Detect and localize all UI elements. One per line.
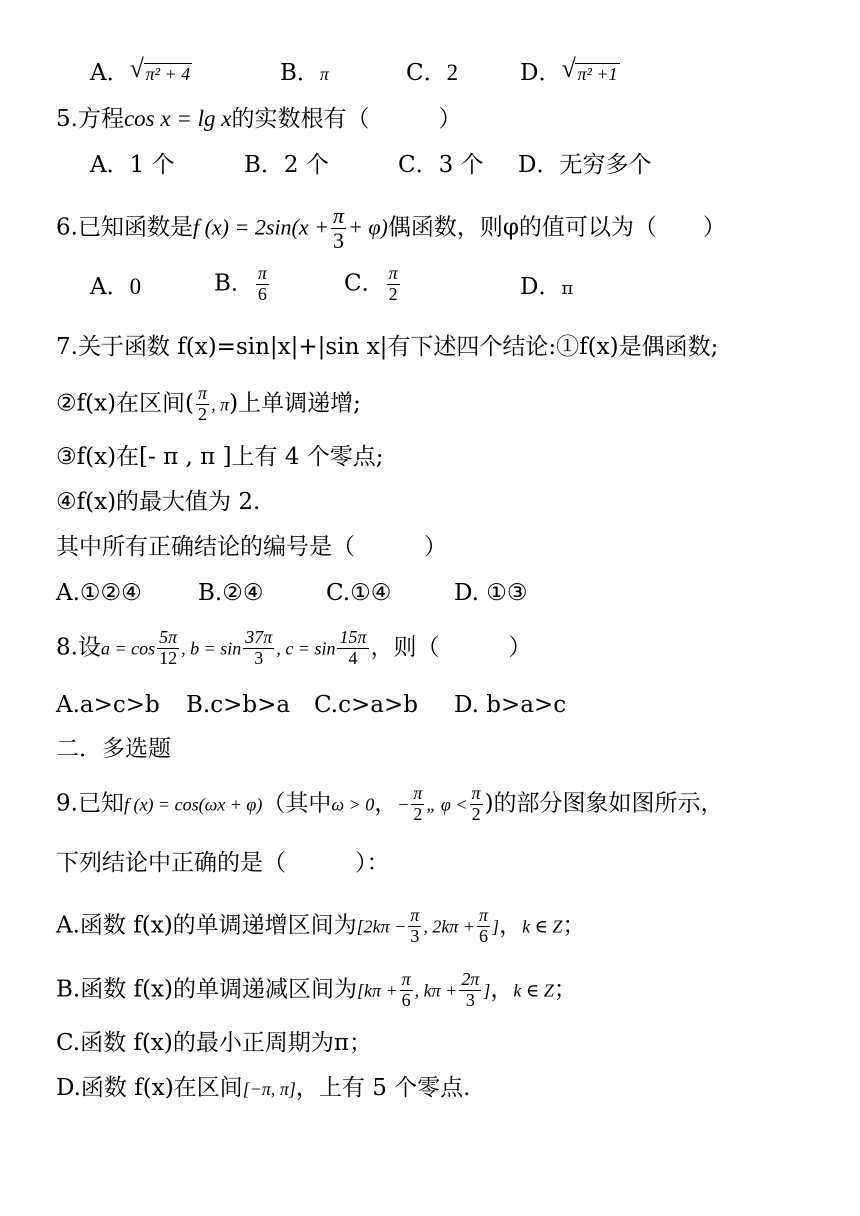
fraction-denominator: 2 — [388, 283, 398, 304]
fraction-denominator: 6 — [257, 283, 267, 304]
q5-option-d: D．无穷多个 — [518, 152, 652, 178]
fraction — [411, 784, 424, 825]
option-text: A.函数 f(x)的单调递增区间为 — [56, 912, 357, 939]
fraction-numerator: 37π — [245, 627, 273, 647]
fraction-numerator: π — [479, 905, 489, 925]
q9-option-a — [56, 906, 585, 947]
fraction — [459, 970, 481, 1011]
option-text: B.函数 f(x)的单调递减区间为 — [56, 976, 357, 1003]
fraction-numerator: π — [198, 383, 208, 403]
fraction — [470, 784, 483, 825]
q7-option-a: A.①②④ — [56, 580, 142, 606]
fraction-denominator: 2 — [471, 803, 481, 824]
q8-b-def: , b = sin — [181, 638, 242, 659]
option-value: 0 — [129, 274, 142, 299]
fraction-denominator: 12 — [159, 647, 178, 668]
fraction — [400, 970, 413, 1011]
section-heading: 二．多选题 — [56, 736, 171, 762]
math-expr: [kπ + — [356, 980, 398, 1001]
q6-option-d — [520, 272, 573, 304]
q9-stem — [56, 784, 724, 825]
fraction-numerator: π — [401, 969, 411, 989]
option-comma: ， — [499, 912, 523, 939]
option-text: D.函数 f(x)在区间 — [56, 1075, 243, 1101]
option-label: C． — [406, 60, 447, 86]
q9-suffix: )的部分图象如图所示， — [484, 790, 724, 817]
fraction-numerator: π — [257, 263, 267, 283]
q6-function-right: + φ) — [347, 214, 388, 240]
option-label: A． — [90, 60, 130, 86]
q7-option-c: C.①④ — [326, 580, 392, 606]
fraction-numerator: 5π — [159, 627, 178, 647]
q8-stem — [56, 628, 532, 669]
q9-omega-condition: ω > 0 — [331, 794, 375, 815]
q8-suffix: ，则（ ） — [370, 634, 532, 661]
q9-line-2: 下列结论中正确的是（ ）： — [56, 850, 390, 876]
math-expr: , 2kπ + — [423, 916, 476, 937]
fraction-denominator: 2 — [413, 803, 423, 824]
fraction-numerator: π — [413, 783, 423, 803]
option-end: ； — [562, 912, 586, 939]
option-label: D． — [520, 274, 562, 300]
math-expr: ] — [492, 916, 500, 937]
q8-a-def: a = cos — [100, 638, 156, 659]
q9-prefix: 9.已知 — [56, 790, 124, 817]
sqrt-expression: √ π² +1 — [561, 54, 618, 84]
q8-option-a: A.a>c>b — [56, 692, 160, 718]
q4-option-b — [280, 58, 329, 89]
option-value: π — [561, 278, 574, 299]
q7-line-2 — [56, 384, 361, 425]
q9-function: f (x) = cos(ωx + φ) — [123, 794, 263, 815]
math-expr: k ∈ Z — [513, 980, 554, 1001]
q7-line-5: 其中所有正确结论的编号是（ ） — [56, 534, 447, 560]
q9-option-d — [56, 1073, 470, 1104]
option-value: 2 — [446, 60, 459, 85]
q5-prefix: 5.方程 — [56, 106, 124, 132]
fraction-denominator: 4 — [348, 647, 358, 668]
q7-line-1: 7.关于函数 f(x)=sin|x|+|sin x|有下述四个结论:①f(x)是偶函数; — [56, 334, 719, 360]
q9-option-b — [56, 970, 577, 1011]
math-expr: ] — [483, 980, 491, 1001]
option-label: D． — [520, 60, 562, 86]
q7-line-3: ③f(x)在[- π , π ]上有 4 个零点; — [56, 444, 384, 470]
q8-c-def: , c = sin — [276, 638, 336, 659]
q9-minus: − — [397, 794, 410, 815]
q6-prefix: 6.已知函数是 — [56, 214, 193, 241]
fraction — [337, 628, 368, 669]
fraction-numerator: π — [410, 905, 420, 925]
option-end: ； — [553, 976, 577, 1003]
q5-option-b: B．2 个 — [244, 152, 329, 178]
fraction-numerator: 15π — [339, 627, 367, 647]
fraction — [157, 628, 179, 669]
q5-option-a: A．1 个 — [90, 152, 175, 178]
option-comma: ， — [490, 976, 514, 1003]
q5-equation: cos x = lg x — [123, 106, 232, 131]
fraction-denominator: 2 — [198, 403, 208, 424]
fraction-denominator: 3 — [465, 989, 475, 1010]
sqrt-expression: √ π² + 4 — [129, 54, 191, 84]
q9-comma: ， — [374, 790, 398, 817]
fraction — [387, 264, 400, 305]
option-label: B． — [280, 60, 320, 86]
q7-line-4: ④f(x)的最大值为 2. — [56, 489, 261, 515]
q7-line-2-prefix: ②f(x)在区间( — [56, 390, 195, 417]
q5-suffix: 的实数根有（ ） — [231, 106, 462, 132]
q4-option-c — [406, 58, 458, 88]
fraction-denominator: 3 — [410, 925, 420, 946]
radicand: π² +1 — [577, 64, 618, 84]
math-expr: k ∈ Z — [522, 916, 563, 937]
q7-line-2-interval-end: , π — [211, 394, 230, 415]
q8-option-d: D. b>a>c — [454, 692, 567, 718]
option-text-end: ，上有 5 个零点. — [295, 1075, 471, 1101]
fraction — [256, 264, 269, 305]
q4-option-d — [520, 54, 620, 89]
q5-stem — [56, 104, 461, 134]
fraction — [243, 628, 274, 669]
fraction — [196, 384, 209, 425]
q6-option-c — [344, 264, 402, 305]
radicand: π² + 4 — [145, 64, 191, 84]
q9-condition-open: （其中 — [262, 790, 332, 817]
fraction-denominator: 3 — [332, 228, 344, 254]
math-expr: [2kπ − — [356, 916, 407, 937]
q8-option-b: B.c>b>a — [186, 692, 291, 718]
fraction-denominator: 6 — [401, 989, 411, 1010]
q6-stem — [56, 204, 726, 253]
q7-option-d: D. ①③ — [454, 580, 528, 606]
fraction-numerator: π — [471, 783, 481, 803]
q6-option-a — [90, 272, 141, 302]
fraction-numerator: π — [388, 263, 398, 283]
q8-prefix: 8.设 — [56, 634, 101, 661]
q7-option-b: B.②④ — [198, 580, 264, 606]
option-label: C． — [344, 270, 385, 297]
fraction — [477, 906, 490, 947]
q5-option-c: C．3 个 — [398, 152, 484, 178]
q6-suffix: 偶函数，则φ的值可以为（ ） — [387, 214, 726, 241]
q8-option-c: C.c>a>b — [314, 692, 418, 718]
q9-option-c: C.函数 f(x)的最小正周期为π； — [56, 1030, 372, 1056]
math-expr: , kπ + — [414, 980, 458, 1001]
fraction — [408, 906, 421, 947]
q6-function-left: f (x) = 2sin(x + — [192, 214, 329, 240]
option-label: A． — [90, 274, 130, 300]
fraction-numerator: π — [332, 203, 344, 228]
fraction-denominator: 3 — [254, 647, 264, 668]
fraction-denominator: 6 — [479, 925, 489, 946]
option-value: π — [319, 64, 329, 84]
math-expr: [−π, π] — [242, 1079, 296, 1099]
q7-line-2-suffix: )上单调递增; — [229, 390, 361, 417]
q9-phi-condition: „ φ < — [426, 794, 468, 815]
fraction — [331, 204, 346, 253]
q6-option-b — [214, 264, 271, 305]
fraction-numerator: 2π — [461, 969, 480, 989]
q4-option-a — [90, 54, 192, 89]
option-label: B． — [214, 270, 254, 297]
